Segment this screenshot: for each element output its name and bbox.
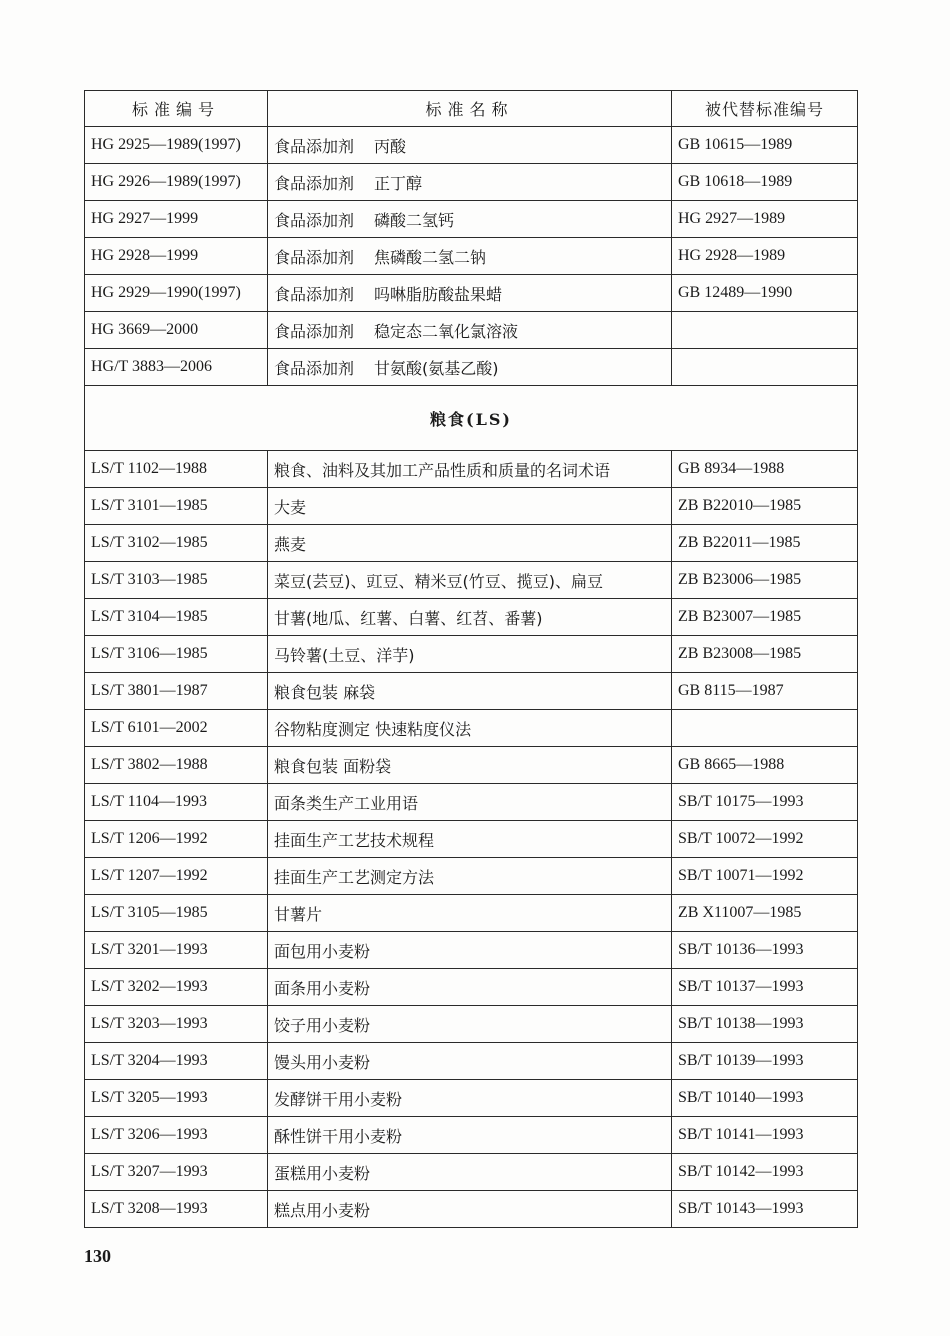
standard-name-item: 甘氨酸(氨基乙酸) <box>374 358 499 378</box>
standard-code: LS/T 3106—1985 <box>85 636 268 673</box>
standard-name: 饺子用小麦粉 <box>268 1006 672 1043</box>
standard-name-item: 磷酸二氢钙 <box>374 210 455 230</box>
replaced-code: GB 8665—1988 <box>672 747 858 784</box>
replaced-code: SB/T 10138—1993 <box>672 1006 858 1043</box>
standard-code: HG 2928—1999 <box>85 238 268 275</box>
table-row <box>85 636 858 673</box>
table-body-hg <box>85 127 858 386</box>
replaced-code: ZB B23008—1985 <box>672 636 858 673</box>
standard-name: 粮食包装 面粉袋 <box>268 747 672 784</box>
replaced-code: SB/T 10072—1992 <box>672 821 858 858</box>
replaced-code: GB 10618—1989 <box>672 164 858 201</box>
replaced-code <box>672 349 858 386</box>
table-row <box>85 821 858 858</box>
standard-code: LS/T 3104—1985 <box>85 599 268 636</box>
table-row <box>85 562 858 599</box>
standard-code: HG 2926—1989(1997) <box>85 164 268 201</box>
table-row <box>85 164 858 201</box>
standard-name: 大麦 <box>268 488 672 525</box>
table-row <box>85 858 858 895</box>
table-row <box>85 275 858 312</box>
table-row <box>85 238 858 275</box>
standard-name <box>268 349 672 386</box>
standard-name: 燕麦 <box>268 525 672 562</box>
standard-code: LS/T 3203—1993 <box>85 1006 268 1043</box>
standard-code: HG 3669—2000 <box>85 312 268 349</box>
section-title: 粮食(LS) <box>85 386 858 451</box>
table-section <box>85 386 858 451</box>
standard-name: 发酵饼干用小麦粉 <box>268 1080 672 1117</box>
replaced-code: ZB B22010—1985 <box>672 488 858 525</box>
standard-name-category: 食品添加剂 <box>274 321 355 341</box>
table-row <box>85 349 858 386</box>
standard-name: 面条用小麦粉 <box>268 969 672 1006</box>
standard-code: HG 2927—1999 <box>85 201 268 238</box>
standard-name <box>268 238 672 275</box>
standard-name-item: 吗啉脂肪酸盐果蜡 <box>374 284 503 304</box>
table-row <box>85 1043 858 1080</box>
standard-name: 蛋糕用小麦粉 <box>268 1154 672 1191</box>
standard-name: 菜豆(芸豆)、豇豆、精米豆(竹豆、揽豆)、扁豆 <box>268 562 672 599</box>
table-body-ls <box>85 451 858 1228</box>
table-row <box>85 784 858 821</box>
standard-name <box>268 312 672 349</box>
standards-table <box>84 90 858 1228</box>
table-row <box>85 673 858 710</box>
standard-code: LS/T 1102—1988 <box>85 451 268 488</box>
page-number: 130 <box>84 1246 111 1266</box>
table-row <box>85 1154 858 1191</box>
replaced-code: SB/T 10141—1993 <box>672 1117 858 1154</box>
table-row <box>85 1117 858 1154</box>
standard-name: 马铃薯(土豆、洋芋) <box>268 636 672 673</box>
replaced-code: ZB B23006—1985 <box>672 562 858 599</box>
standard-name: 面包用小麦粉 <box>268 932 672 969</box>
standard-code: LS/T 6101—2002 <box>85 710 268 747</box>
table-row <box>85 1080 858 1117</box>
standard-code: LS/T 3206—1993 <box>85 1117 268 1154</box>
replaced-code: SB/T 10175—1993 <box>672 784 858 821</box>
replaced-code: GB 12489—1990 <box>672 275 858 312</box>
replaced-code: GB 8934—1988 <box>672 451 858 488</box>
replaced-code: ZB B23007—1985 <box>672 599 858 636</box>
table-row <box>85 488 858 525</box>
standard-name-item: 丙酸 <box>374 136 407 156</box>
replaced-code: SB/T 10137—1993 <box>672 969 858 1006</box>
standard-code: LS/T 3204—1993 <box>85 1043 268 1080</box>
table-header-row <box>85 91 858 127</box>
standard-name-item: 正丁醇 <box>374 173 423 193</box>
standard-code: LS/T 1104—1993 <box>85 784 268 821</box>
header-standard-name: 标准名称 <box>268 91 672 127</box>
replaced-code: SB/T 10140—1993 <box>672 1080 858 1117</box>
standard-code: HG/T 3883—2006 <box>85 349 268 386</box>
standard-name-category: 食品添加剂 <box>274 136 355 156</box>
standard-code: LS/T 1206—1992 <box>85 821 268 858</box>
replaced-code: GB 8115—1987 <box>672 673 858 710</box>
standard-name: 糕点用小麦粉 <box>268 1191 672 1228</box>
replaced-code: HG 2928—1989 <box>672 238 858 275</box>
replaced-code: SB/T 10142—1993 <box>672 1154 858 1191</box>
standard-code: LS/T 3103—1985 <box>85 562 268 599</box>
replaced-code: SB/T 10143—1993 <box>672 1191 858 1228</box>
standard-name-category: 食品添加剂 <box>274 284 355 304</box>
standard-code: HG 2929—1990(1997) <box>85 275 268 312</box>
section-row <box>85 386 858 451</box>
standard-name: 面条类生产工业用语 <box>268 784 672 821</box>
table-row <box>85 312 858 349</box>
standard-name-category: 食品添加剂 <box>274 210 355 230</box>
standard-name <box>268 201 672 238</box>
standard-code: LS/T 3205—1993 <box>85 1080 268 1117</box>
replaced-code: SB/T 10071—1992 <box>672 858 858 895</box>
standard-code: LS/T 3105—1985 <box>85 895 268 932</box>
standard-name-category: 食品添加剂 <box>274 358 355 378</box>
replaced-code <box>672 312 858 349</box>
standard-code: HG 2925—1989(1997) <box>85 127 268 164</box>
standard-code: LS/T 3101—1985 <box>85 488 268 525</box>
table-row <box>85 932 858 969</box>
replaced-code: ZB B22011—1985 <box>672 525 858 562</box>
header-standard-code: 标准编号 <box>85 91 268 127</box>
replaced-code: SB/T 10136—1993 <box>672 932 858 969</box>
replaced-code <box>672 710 858 747</box>
table-row <box>85 1191 858 1228</box>
table-row <box>85 969 858 1006</box>
standard-code: LS/T 3207—1993 <box>85 1154 268 1191</box>
standard-code: LS/T 3208—1993 <box>85 1191 268 1228</box>
standard-name: 挂面生产工艺技术规程 <box>268 821 672 858</box>
standard-code: LS/T 3102—1985 <box>85 525 268 562</box>
standard-code: LS/T 3802—1988 <box>85 747 268 784</box>
table-row <box>85 525 858 562</box>
table-row <box>85 599 858 636</box>
standard-name: 粮食包装 麻袋 <box>268 673 672 710</box>
standard-name <box>268 127 672 164</box>
standard-name: 馒头用小麦粉 <box>268 1043 672 1080</box>
standard-name: 甘薯片 <box>268 895 672 932</box>
table-row <box>85 895 858 932</box>
table-row <box>85 127 858 164</box>
table-row <box>85 451 858 488</box>
standard-name: 甘薯(地瓜、红薯、白薯、红苕、番薯) <box>268 599 672 636</box>
standard-name: 粮食、油料及其加工产品性质和质量的名词术语 <box>268 451 672 488</box>
replaced-code: ZB X11007—1985 <box>672 895 858 932</box>
standard-name-item: 稳定态二氧化氯溶液 <box>374 321 519 341</box>
table-row <box>85 1006 858 1043</box>
standard-code: LS/T 3201—1993 <box>85 932 268 969</box>
standard-name-category: 食品添加剂 <box>274 173 355 193</box>
standard-name: 挂面生产工艺测定方法 <box>268 858 672 895</box>
replaced-code: SB/T 10139—1993 <box>672 1043 858 1080</box>
standard-name-item: 焦磷酸二氢二钠 <box>374 247 487 267</box>
header-replaced-code: 被代替标准编号 <box>672 91 858 127</box>
table-row <box>85 710 858 747</box>
standard-code: LS/T 3202—1993 <box>85 969 268 1006</box>
replaced-code: HG 2927—1989 <box>672 201 858 238</box>
replaced-code: GB 10615—1989 <box>672 127 858 164</box>
standard-name <box>268 164 672 201</box>
standard-code: LS/T 3801—1987 <box>85 673 268 710</box>
standard-name: 谷物粘度测定 快速粘度仪法 <box>268 710 672 747</box>
standard-code: LS/T 1207—1992 <box>85 858 268 895</box>
standard-name-category: 食品添加剂 <box>274 247 355 267</box>
table-row <box>85 747 858 784</box>
standard-name <box>268 275 672 312</box>
standard-name: 酥性饼干用小麦粉 <box>268 1117 672 1154</box>
table-row <box>85 201 858 238</box>
